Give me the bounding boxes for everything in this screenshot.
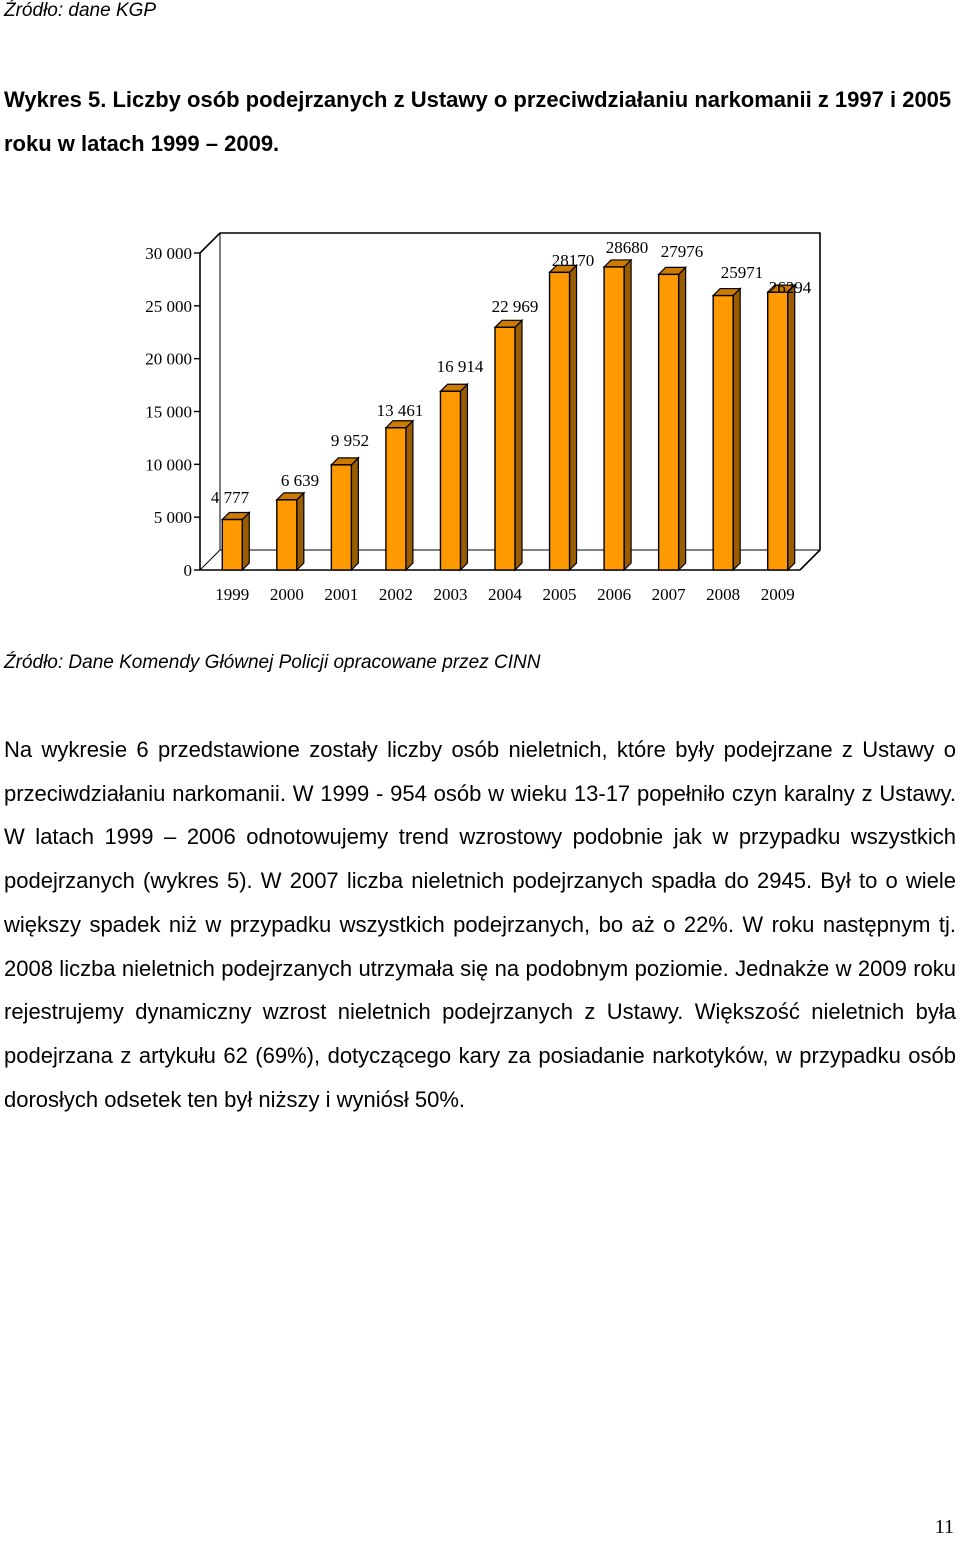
data-label: 4 777 xyxy=(210,488,250,507)
bar xyxy=(604,267,624,570)
bar-side xyxy=(788,285,795,570)
y-tick-label: 15 000 xyxy=(145,402,192,422)
y-tick-label: 25 000 xyxy=(145,296,192,316)
bar-side xyxy=(297,493,304,570)
bar xyxy=(659,274,679,570)
x-tick-label: 2001 xyxy=(324,585,359,604)
x-tick-label: 2009 xyxy=(760,585,795,604)
y-tick-label: 20 000 xyxy=(145,349,192,369)
x-tick-label: 2007 xyxy=(651,585,686,604)
bar xyxy=(386,428,406,570)
bar xyxy=(713,296,733,570)
x-tick-label: 1999 xyxy=(215,585,250,604)
data-label: 26294 xyxy=(768,278,812,297)
bar-side xyxy=(406,421,413,570)
bar-side xyxy=(733,289,740,570)
body-paragraph: Na wykresie 6 przedstawione zostały liczby osób nieletnich, które były podejrzane z Ustawy o przeciwdziałaniu narkomanii. W 1999 - 954 osób w wieku 13-17 popełniło czyn karalny z Ustawy. W latach 1999 – 2006 odnotowujemy trend wzrostowy podobnie jak w przypadku wszystkich podejrzanych (wykres 5). W 2007 liczba nieletnich podejrzanych spadła do 2945. Był to o wiele większy spadek niż w przypadku wszystkich podejrzanych, bo aż o 22%. W roku następnym tj. 2008 liczba nieletnich podejrzanych utrzymała się na podobnym poziomie. Jednakże w 2009 roku rejestrujemy dynamiczny wzrost nieletnich podejrzanych z Ustawy. Większość nieletnich była podejrzana z artykułu 62 (69%), dotyczącego kary za posiadanie narkotyków, w przypadku osób dorosłych odsetek ten był niższy i wyniósł 50%. xyxy=(4,737,956,1112)
source-note-bottom: Źródło: Dane Komendy Głównej Policji opracowane przez CINN xyxy=(4,652,541,673)
x-tick-label: 2005 xyxy=(542,585,577,604)
bar xyxy=(495,327,515,570)
x-tick-label: 2000 xyxy=(269,585,304,604)
data-label: 6 639 xyxy=(280,471,320,490)
bar xyxy=(550,272,570,570)
data-label: 28170 xyxy=(551,251,595,270)
x-tick-label: 2006 xyxy=(597,585,632,604)
data-label: 9 952 xyxy=(330,431,370,450)
bar-chart xyxy=(0,220,960,620)
data-label: 22 969 xyxy=(491,297,539,316)
bar xyxy=(277,500,297,570)
y-tick-label: 0 xyxy=(183,561,192,580)
y-tick-label: 30 000 xyxy=(145,244,192,263)
page-number: 11 xyxy=(934,1516,954,1538)
source-note-top: Źródło: dane KGP xyxy=(4,0,157,21)
x-tick-label: 2008 xyxy=(706,585,741,604)
x-tick-label: 2004 xyxy=(488,585,522,604)
bar xyxy=(222,520,242,570)
bar-side xyxy=(351,458,358,570)
bar-side xyxy=(570,265,577,570)
chart-title: Wykres 5. Liczby osób podejrzanych z Ustawy o przeciwdziałaniu narkomanii z 1997 i 2005 roku w latach 1999 – 2009. xyxy=(4,87,952,156)
bar-side xyxy=(624,260,631,570)
floor-depth-edge xyxy=(200,550,220,570)
x-tick-label: 2002 xyxy=(378,585,413,604)
bar xyxy=(768,292,788,570)
data-label: 13 461 xyxy=(376,401,424,420)
bar-side xyxy=(242,513,249,570)
bar-side xyxy=(515,320,522,570)
bar-side xyxy=(460,384,467,570)
data-label: 25971 xyxy=(720,263,764,282)
bar-side xyxy=(679,267,686,570)
bar xyxy=(440,391,460,570)
bar xyxy=(331,465,351,570)
x-tick-label: 2003 xyxy=(433,585,468,604)
data-label: 16 914 xyxy=(436,357,484,376)
y-tick-label: 10 000 xyxy=(145,455,192,475)
data-label: 28680 xyxy=(605,238,649,257)
data-label: 27976 xyxy=(660,242,704,261)
y-tick-label: 5 000 xyxy=(153,508,192,528)
